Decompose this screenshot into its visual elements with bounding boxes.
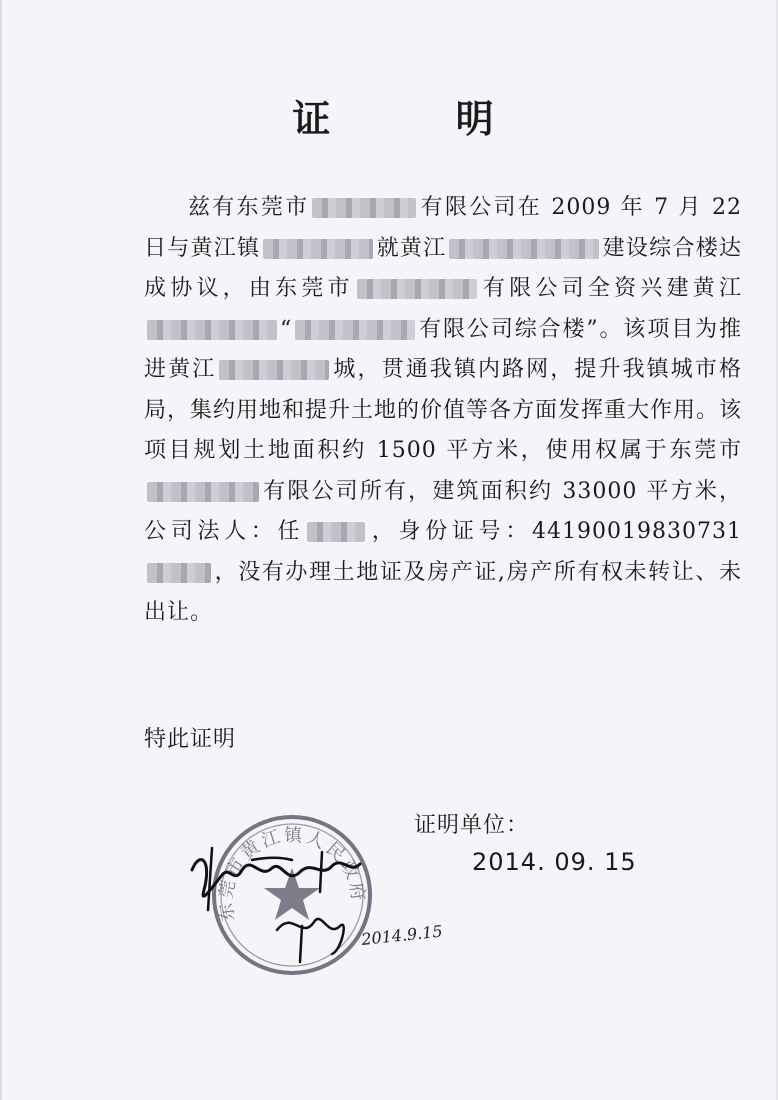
redacted-person-name — [307, 522, 365, 542]
closing-statement: 特此证明 — [144, 727, 237, 752]
text-segment: 有限公司所有，建筑面积约 33000 平方米，公司法人：任 — [144, 478, 742, 544]
certificate-body — [144, 188, 742, 634]
redacted-project-name — [147, 320, 277, 340]
redacted-area-name — [219, 360, 329, 380]
seal-text: 东莞市黄江镇人民政府 — [215, 824, 369, 923]
redacted-company-name — [147, 482, 259, 502]
issuer-label: 证明单位： — [414, 813, 530, 838]
redacted-company-name — [312, 198, 416, 218]
text-segment: “ — [280, 316, 293, 342]
redacted-project-name — [449, 239, 599, 259]
handwritten-signature — [182, 830, 482, 980]
text-segment: ，没有办理土地证及房产证,房产所有权未转让、未出让。 — [144, 559, 742, 625]
issue-date: 2014. 09. 15 — [472, 848, 637, 876]
text-segment: 有限公司在 2009 年 7 月 22 日与黄江镇 — [144, 195, 742, 261]
text-segment: 有限公司综合楼”。该项目为推进黄江 — [144, 316, 742, 382]
redacted-company-name — [295, 320, 415, 340]
redacted-party-name — [263, 239, 373, 259]
text-segment: 就黄江 — [376, 235, 447, 261]
text-segment: ，身份证号：44190019830731 — [368, 519, 742, 544]
redacted-company-name — [357, 279, 477, 299]
text-segment: 建设综合楼达成协议，由东莞市 — [144, 235, 742, 301]
certificate-paragraph — [144, 188, 742, 634]
text-segment: 城，贯通我镇内路网，提升我镇城市格局，集约用地和提升土地的价值等各方面发挥重大作用。该项目规划土地面积约 1500 平方米，使用权属于东莞市 — [144, 357, 743, 463]
text-segment: 兹有东莞市 — [188, 195, 310, 220]
signature-date: 2014.9.15 — [360, 921, 444, 949]
page-title: 证 明 — [292, 96, 550, 141]
text-segment: 有限公司全资兴建黄江 — [479, 276, 742, 301]
redacted-id-suffix — [147, 563, 211, 583]
